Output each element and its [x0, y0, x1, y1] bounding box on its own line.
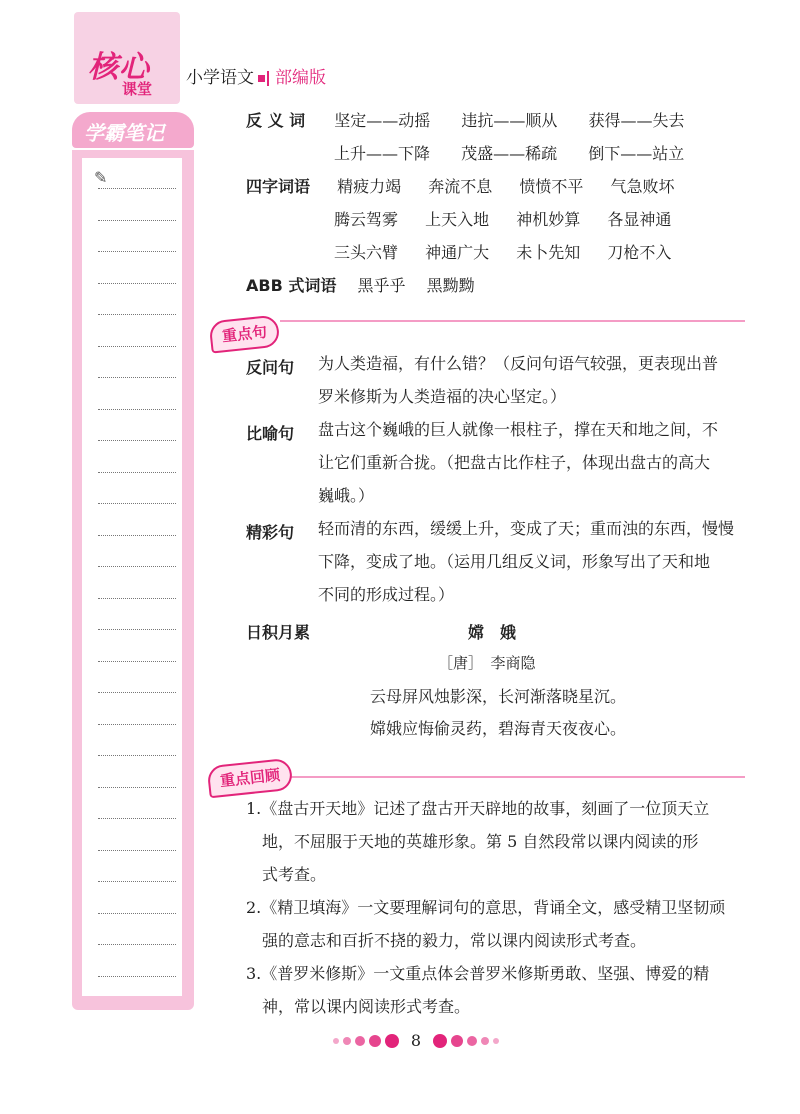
- idiom: 上天入地: [425, 210, 490, 229]
- idiom: 腾云驾雾: [334, 210, 399, 229]
- edition-label: 部编版: [275, 68, 326, 88]
- idiom: 未卜先知: [516, 243, 581, 262]
- note-line: [98, 724, 176, 725]
- logo-text-sub: 课堂: [122, 80, 153, 98]
- logo: [74, 12, 180, 104]
- note-line: [98, 692, 176, 693]
- note-line: [98, 976, 176, 977]
- excellent-sentence: 轻而清的东西，缓缓上升，变成了天；重而浊的东西，慢慢 下降，变成了地。（运用几组反义词，形象写出了天和地 不同的形成过程。）: [318, 519, 735, 604]
- simile-sentence: 盘古这个巍峨的巨人就像一根柱子，撑在天和地之间，不 让它们重新合拢。（把盘古比作柱子，体现出盘古的高大 巍峨。）: [318, 420, 719, 505]
- abb-label: ABB 式词语: [246, 276, 337, 295]
- poem-title: 嫦 娥: [468, 623, 517, 642]
- note-line: [98, 818, 176, 819]
- pencil-icon: ✎: [94, 168, 108, 187]
- key-sentence-badge: 重点句: [209, 314, 281, 353]
- note-line: [98, 220, 176, 221]
- note-line: [98, 440, 176, 441]
- idiom-row-2: [334, 207, 671, 230]
- note-line: [98, 251, 176, 252]
- note-line: [98, 409, 176, 410]
- antonym-pair: 违抗——顺从: [461, 111, 558, 130]
- notes-area: [82, 158, 182, 996]
- note-line: [98, 377, 176, 378]
- review-item-1: 1.《盘古开天地》记述了盘古开天辟地的故事，刻画了一位顶天立 地，不屈服于天地的英雄形象。第 5 自然段常以课内阅读的形 式考查。: [246, 799, 710, 884]
- note-line: [98, 283, 176, 284]
- note-line: [98, 787, 176, 788]
- antonym-pair: 获得——失去: [588, 111, 685, 130]
- subject-label: 小学语文: [186, 68, 254, 88]
- book-subject: [186, 63, 326, 88]
- notes-sidebar: [72, 150, 194, 1010]
- poem-author: ［唐］ 李商隐: [438, 654, 536, 672]
- poem-line: 嫦娥应悔偷灵药，碧海青天夜夜心。: [370, 719, 627, 738]
- rhetorical-sentence: 为人类造福，有什么错？（反问句语气较强，更表现出普 罗米修斯为人类造福的决心坚定。）: [318, 354, 719, 406]
- note-line: [98, 314, 176, 315]
- idiom-row-3: [334, 240, 671, 263]
- note-line: [98, 913, 176, 914]
- antonym-label: 反 义 词: [246, 111, 306, 130]
- note-line: [98, 881, 176, 882]
- page-number: 8: [316, 1030, 516, 1050]
- antonym-row-2: [334, 141, 684, 164]
- abb-row: [246, 273, 475, 296]
- section-divider: [290, 776, 745, 778]
- note-line: [98, 472, 176, 473]
- idiom: 刀枪不入: [607, 243, 672, 262]
- idiom: 神机妙算: [516, 210, 581, 229]
- note-line: [98, 661, 176, 662]
- idiom: 神通广大: [425, 243, 490, 262]
- idiom-row-1: [246, 174, 674, 197]
- sentence-label: 比喻句: [246, 424, 295, 443]
- antonym-row-1: [246, 108, 684, 131]
- note-line: [98, 629, 176, 630]
- review-item-2: 2.《精卫填海》一文要理解词句的意思，背诵全文，感受精卫坚韧顽 强的意志和百折不挠的毅力，常以课内阅读形式考查。: [246, 898, 726, 950]
- poem-section-label: 日积月累: [246, 623, 311, 642]
- section-divider: [280, 320, 745, 322]
- note-line: [98, 850, 176, 851]
- idiom: 各显神通: [607, 210, 672, 229]
- idiom-label: 四字词语: [246, 177, 311, 196]
- abb-word: 黑乎乎: [357, 276, 406, 295]
- idiom: 气急败坏: [610, 177, 675, 196]
- idiom: 奔流不息: [428, 177, 493, 196]
- note-line: [98, 598, 176, 599]
- poem-line: 云母屏风烛影深，长河渐落晓星沉。: [370, 687, 627, 706]
- idiom: 精疲力竭: [337, 177, 402, 196]
- note-line: [98, 566, 176, 567]
- notes-sidebar-tab: [72, 112, 194, 148]
- sentence-label: 反问句: [246, 358, 295, 377]
- note-line: [98, 188, 176, 189]
- idiom: 愤愤不平: [519, 177, 584, 196]
- review-item-3: 3.《普罗米修斯》一文重点体会普罗米修斯勇敢、坚强、博爱的精 神，常以课内阅读形式考查。: [246, 964, 710, 1016]
- abb-word: 黑黝黝: [426, 276, 475, 295]
- sidebar-title: 学霸笔记: [84, 121, 164, 145]
- review-badge: 重点回顾: [207, 758, 294, 799]
- antonym-pair: 茂盛——稀疏: [461, 144, 558, 163]
- antonym-pair: 坚定——动摇: [334, 111, 431, 130]
- antonym-pair: 倒下——站立: [588, 144, 685, 163]
- note-line: [98, 944, 176, 945]
- idiom: 三头六臂: [334, 243, 399, 262]
- note-line: [98, 346, 176, 347]
- logo-text-main: 核心: [88, 50, 150, 85]
- antonym-pair: 上升——下降: [334, 144, 431, 163]
- note-line: [98, 503, 176, 504]
- sentence-label: 精彩句: [246, 523, 295, 542]
- note-line: [98, 535, 176, 536]
- note-line: [98, 755, 176, 756]
